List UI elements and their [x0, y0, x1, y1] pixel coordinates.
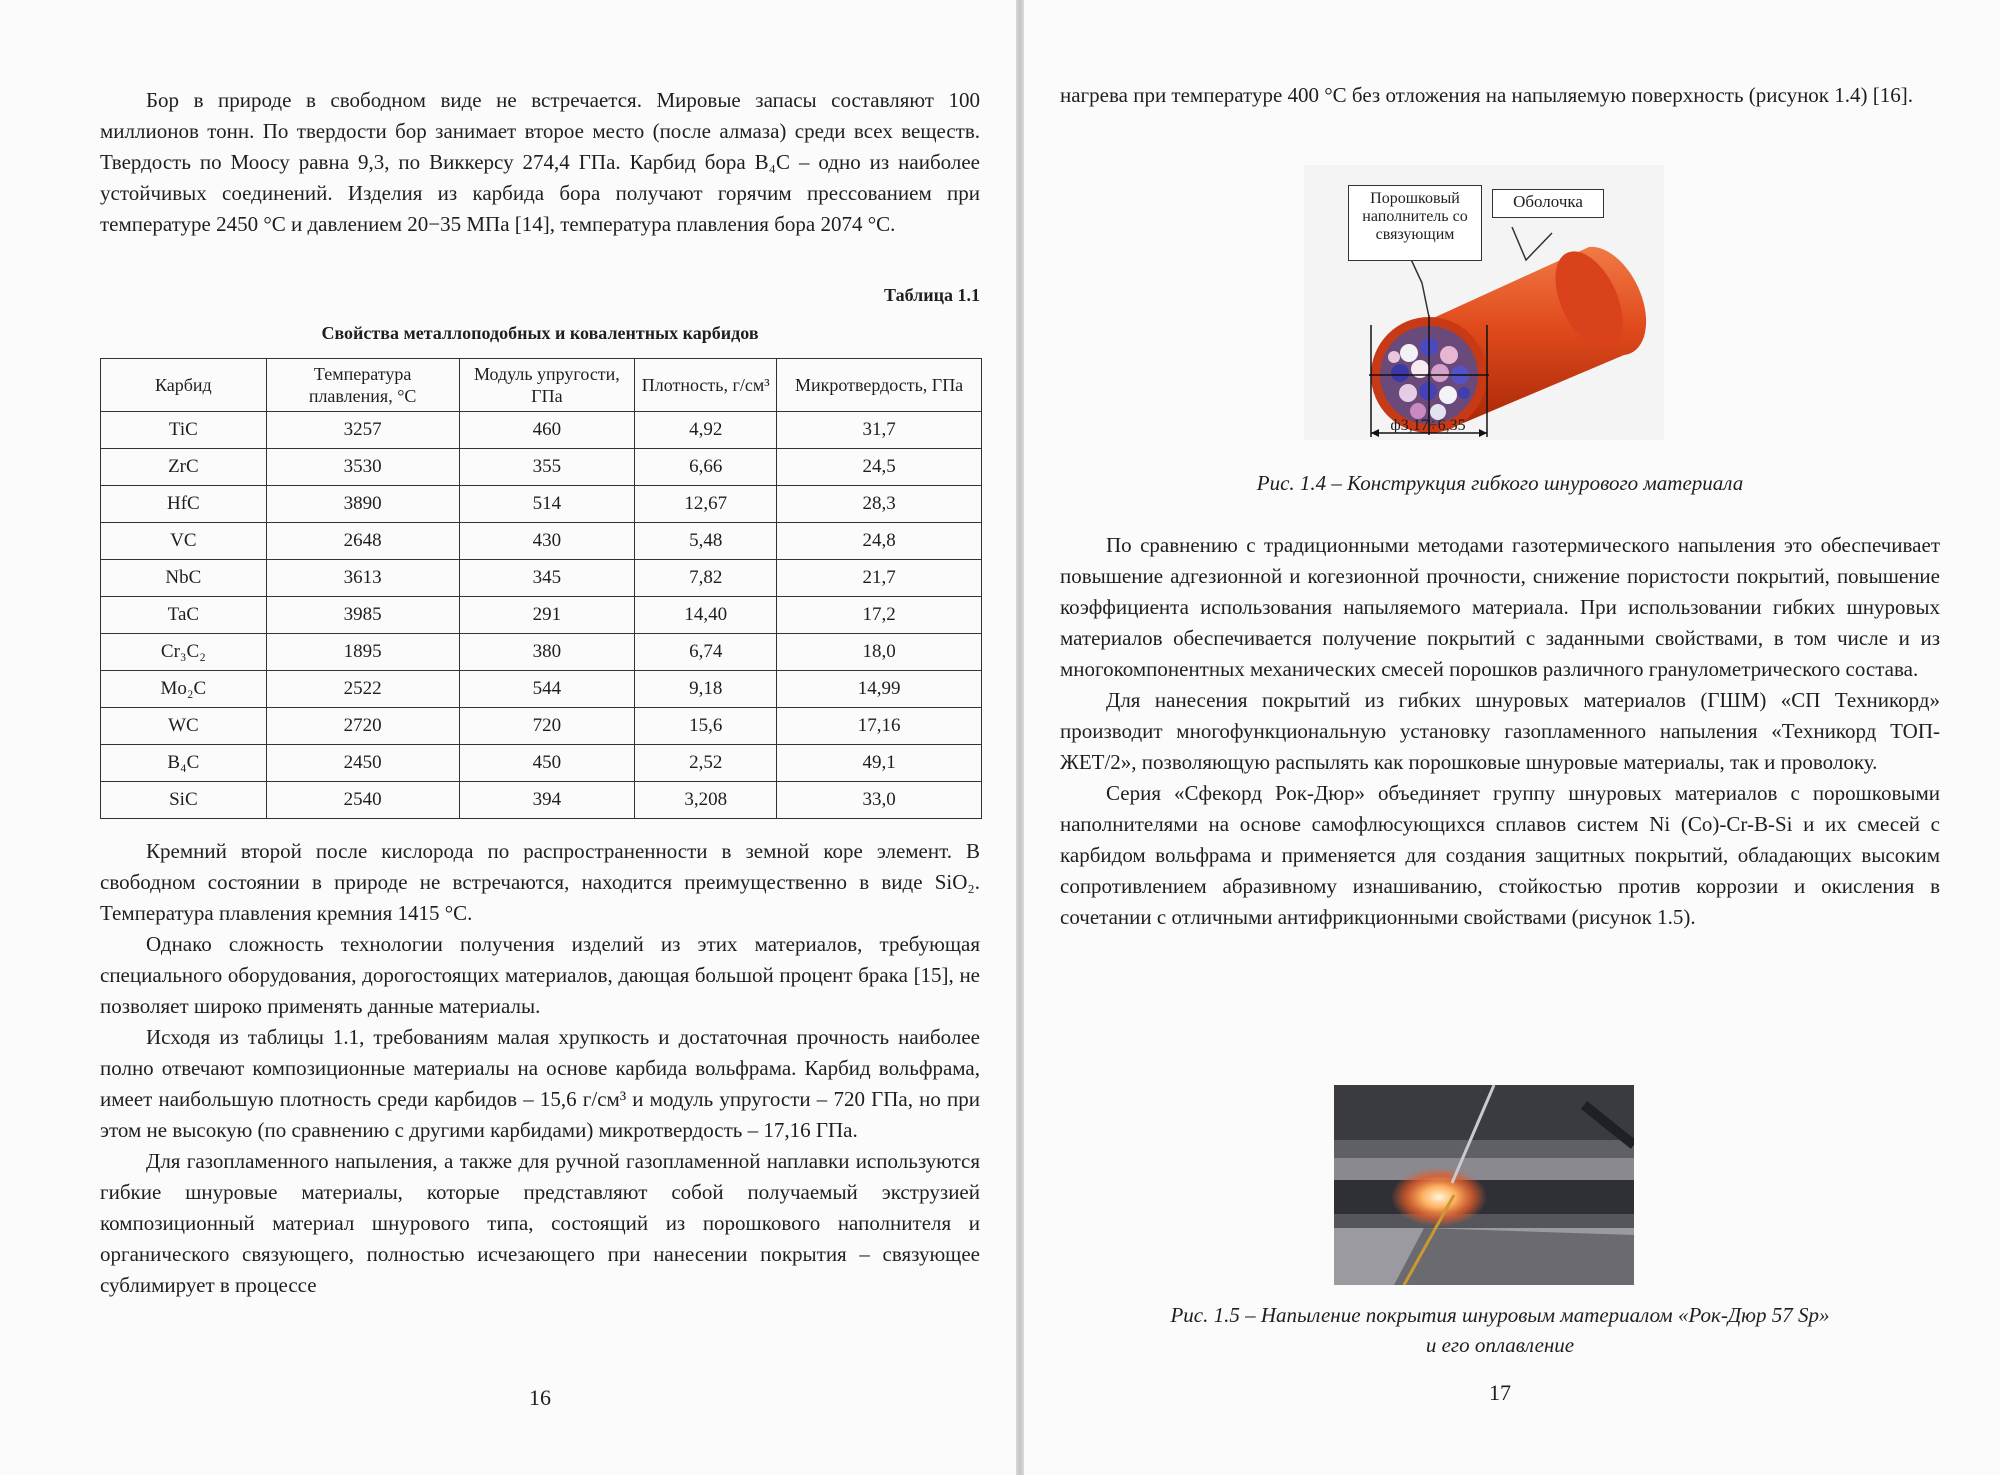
figure-1-5-caption-line1: Рис. 1.5 – Напыление покрытия шнуровым материалом «Рок-Дюр 57 Sp» [1170, 1303, 1830, 1327]
figure-1-5-caption-line2: и его оплавление [1425, 1333, 1575, 1357]
right-page [1024, 0, 2000, 1475]
book-gutter [1016, 0, 1024, 1475]
table-cell: 394 [459, 782, 635, 819]
label-diameter: ф3,17÷6,35 [1390, 417, 1466, 434]
table-cell: 3257 [266, 412, 459, 449]
table-row [101, 560, 982, 597]
table-cell: 430 [459, 523, 635, 560]
table-row [101, 634, 982, 671]
carbide-name-cell: VC [101, 523, 267, 560]
table-cell: 31,7 [777, 412, 982, 449]
table-cell: 1895 [266, 634, 459, 671]
carbide-name-cell: Cr₃C₂ [101, 634, 267, 671]
table-cell: 18,0 [777, 634, 982, 671]
table-row [101, 449, 982, 486]
left-paragraph-5: Для газопламенного напыления, а также для ручной газопламенной наплавки используются гибкие шнуровые материалы, которые представляют собой получаемый экструзией композиционный материал шнурового типа, состоящий из порошкового наполнителя и органического связующего, полностью исчезающего при нанесении покрытия – связующее сублимирует в процессе [100, 1149, 980, 1297]
table-cell: 4,92 [635, 412, 777, 449]
table-cell: 2540 [266, 782, 459, 819]
right-paragraph-1: нагрева при температуре 400 °С без отложения на напыляемую поверхность (рисунок 1.4) [16]. [1060, 83, 1913, 107]
table-cell: 450 [459, 745, 635, 782]
table-cell: 33,0 [777, 782, 982, 819]
table-header-cell: Карбид [101, 359, 267, 412]
table-cell: 514 [459, 486, 635, 523]
table-row [101, 597, 982, 634]
table-number: Таблица 1.1 [884, 285, 980, 305]
carbide-name-cell: SiC [101, 782, 267, 819]
figure-spray-photo [1334, 1085, 1634, 1285]
table-cell: 355 [459, 449, 635, 486]
table-cell: 3530 [266, 449, 459, 486]
table-row [101, 708, 982, 745]
table-cell: 49,1 [777, 745, 982, 782]
table-row [101, 745, 982, 782]
carbide-name-cell: TiC [101, 412, 267, 449]
table-row [101, 523, 982, 560]
table-cell: 15,6 [635, 708, 777, 745]
figure-1-4-caption: Рис. 1.4 – Конструкция гибкого шнурового материала [1256, 471, 1744, 495]
table-row [101, 486, 982, 523]
table-cell: 291 [459, 597, 635, 634]
table-title: Свойства металлоподобных и ковалентных карбидов [321, 323, 759, 343]
spray-photo-image [1334, 1085, 1634, 1285]
table-cell: 720 [459, 708, 635, 745]
table-row [101, 412, 982, 449]
table-header-cell: Плотность, г/см³ [635, 359, 777, 412]
table-cell: 2450 [266, 745, 459, 782]
table-header-cell: Модуль упругости, ГПа [459, 359, 635, 412]
label-shell-callout: Оболочка [1492, 189, 1604, 218]
carbide-name-cell: TaC [101, 597, 267, 634]
left-paragraph-2: Кремний второй после кислорода по распространенности в земной коре элемент. В свободном состоянии в природе не встречаются, находится преимущественно в виде SiO₂. Температура плавления кремния 1415 °С. [100, 839, 980, 925]
table-cell: 24,8 [777, 523, 982, 560]
table-body [101, 412, 982, 819]
table-cell: 380 [459, 634, 635, 671]
table-cell: 460 [459, 412, 635, 449]
figure-cord-structure [1304, 165, 1664, 440]
table-cell: 6,66 [635, 449, 777, 486]
table-cell: 14,40 [635, 597, 777, 634]
carbide-name-cell: B₄C [101, 745, 267, 782]
carbide-name-cell: WC [101, 708, 267, 745]
label-filler-callout: Порошковый наполнитель со связующим [1348, 185, 1482, 261]
table-cell: 3890 [266, 486, 459, 523]
table-header-cell: Температура плавления, °С [266, 359, 459, 412]
table-cell: 28,3 [777, 486, 982, 523]
table-row [101, 671, 982, 708]
left-paragraph-3: Однако сложность технологии получения изделий из этих материалов, требующая специального оборудования, дорогостоящих материалов, дающая большой процент брака [15], не позволяет широко применять данные материалы. [100, 932, 980, 1018]
table-header-cell: Микротвердость, ГПа [777, 359, 982, 412]
table-cell: 7,82 [635, 560, 777, 597]
table-cell: 2522 [266, 671, 459, 708]
table-cell: 17,2 [777, 597, 982, 634]
table-cell: 544 [459, 671, 635, 708]
table-cell: 3985 [266, 597, 459, 634]
left-paragraph-4: Исходя из таблицы 1.1, требованиям малая хрупкость и достаточная прочность наиболее полно отвечают композиционные материалы на основе карбида вольфрама. Карбид вольфрама, имеет наибольшую плотность среди карбидов – 15,6 г/см³ и модуль упругости – 720 ГПа, но при этом не высокую (по сравнению с другими карбидами) микротвердость – 17,16 ГПа. [100, 1025, 980, 1142]
table-cell: 12,67 [635, 486, 777, 523]
table-cell: 9,18 [635, 671, 777, 708]
table-cell: 21,7 [777, 560, 982, 597]
right-paragraph-4: Серия «Сфекорд Рок-Дюр» объединяет группу шнуровых материалов с порошковыми наполнителями на основе самофлюсующихся сплавов систем Ni (Co)-Cr-B-Si и их смесей с карбидом вольфрама и применяется для создания защитных покрытий, обладающих высоким сопротивлением абразивному изнашиванию, стойкостью против коррозии и окисления в сочетании с отличными антифрикционными свойствами (рисунок 1.5). [1060, 781, 1940, 929]
table-cell: 14,99 [777, 671, 982, 708]
table-cell: 3613 [266, 560, 459, 597]
table-cell: 2,52 [635, 745, 777, 782]
carbide-name-cell: HfC [101, 486, 267, 523]
right-paragraph-2: По сравнению с традиционными методами газотермического напыления это обеспечивает повышение адгезионной и когезионной прочности, снижение пористости покрытий, повышение коэффициента использования напыляемого материала. При использовании гибких шнуровых материалов обеспечивается получение покрытий с заданными свойствами, в том числе и из многокомпонентных механических смесей порошков различного гранулометрического состава. [1060, 533, 1940, 681]
carbide-properties-table [100, 358, 982, 819]
carbide-name-cell: NbC [101, 560, 267, 597]
table-cell: 2648 [266, 523, 459, 560]
right-paragraph-3: Для нанесения покрытий из гибких шнуровых материалов (ГШМ) «СП Техникорд» производит многофункциональную установку газопламенного напыления «Техникорд ТОП-ЖЕТ/2», позволяющую распылять как порошковые шнуровые материалы, так и проволоку. [1060, 688, 1940, 774]
table-cell: 24,5 [777, 449, 982, 486]
carbide-name-cell: ZrC [101, 449, 267, 486]
table-cell: 5,48 [635, 523, 777, 560]
carbide-name-cell: Mo₂C [101, 671, 267, 708]
page-number-left: 16 [529, 1385, 551, 1410]
table-cell: 6,74 [635, 634, 777, 671]
page-number-right: 17 [1489, 1380, 1511, 1405]
table-cell: 2720 [266, 708, 459, 745]
table-cell: 3,208 [635, 782, 777, 819]
left-paragraph-1: Бор в природе в свободном виде не встречается. Мировые запасы составляют 100 миллионов тонн. По твердости бор занимает второе место (после алмаза) среди всех веществ. Твердость по Моосу равна 9,3, по Виккерсу 274,4 ГПа. Карбид бора B₄C – одно из наиболее устойчивых соединений. Изделия из карбида бора получают горячим прессованием при температуре 2450 °С и давлением 20−35 МПа [14], температура плавления бора 2074 °С. [100, 88, 980, 236]
table-row [101, 782, 982, 819]
table-cell: 345 [459, 560, 635, 597]
table-cell: 17,16 [777, 708, 982, 745]
table-header-row [101, 359, 982, 412]
